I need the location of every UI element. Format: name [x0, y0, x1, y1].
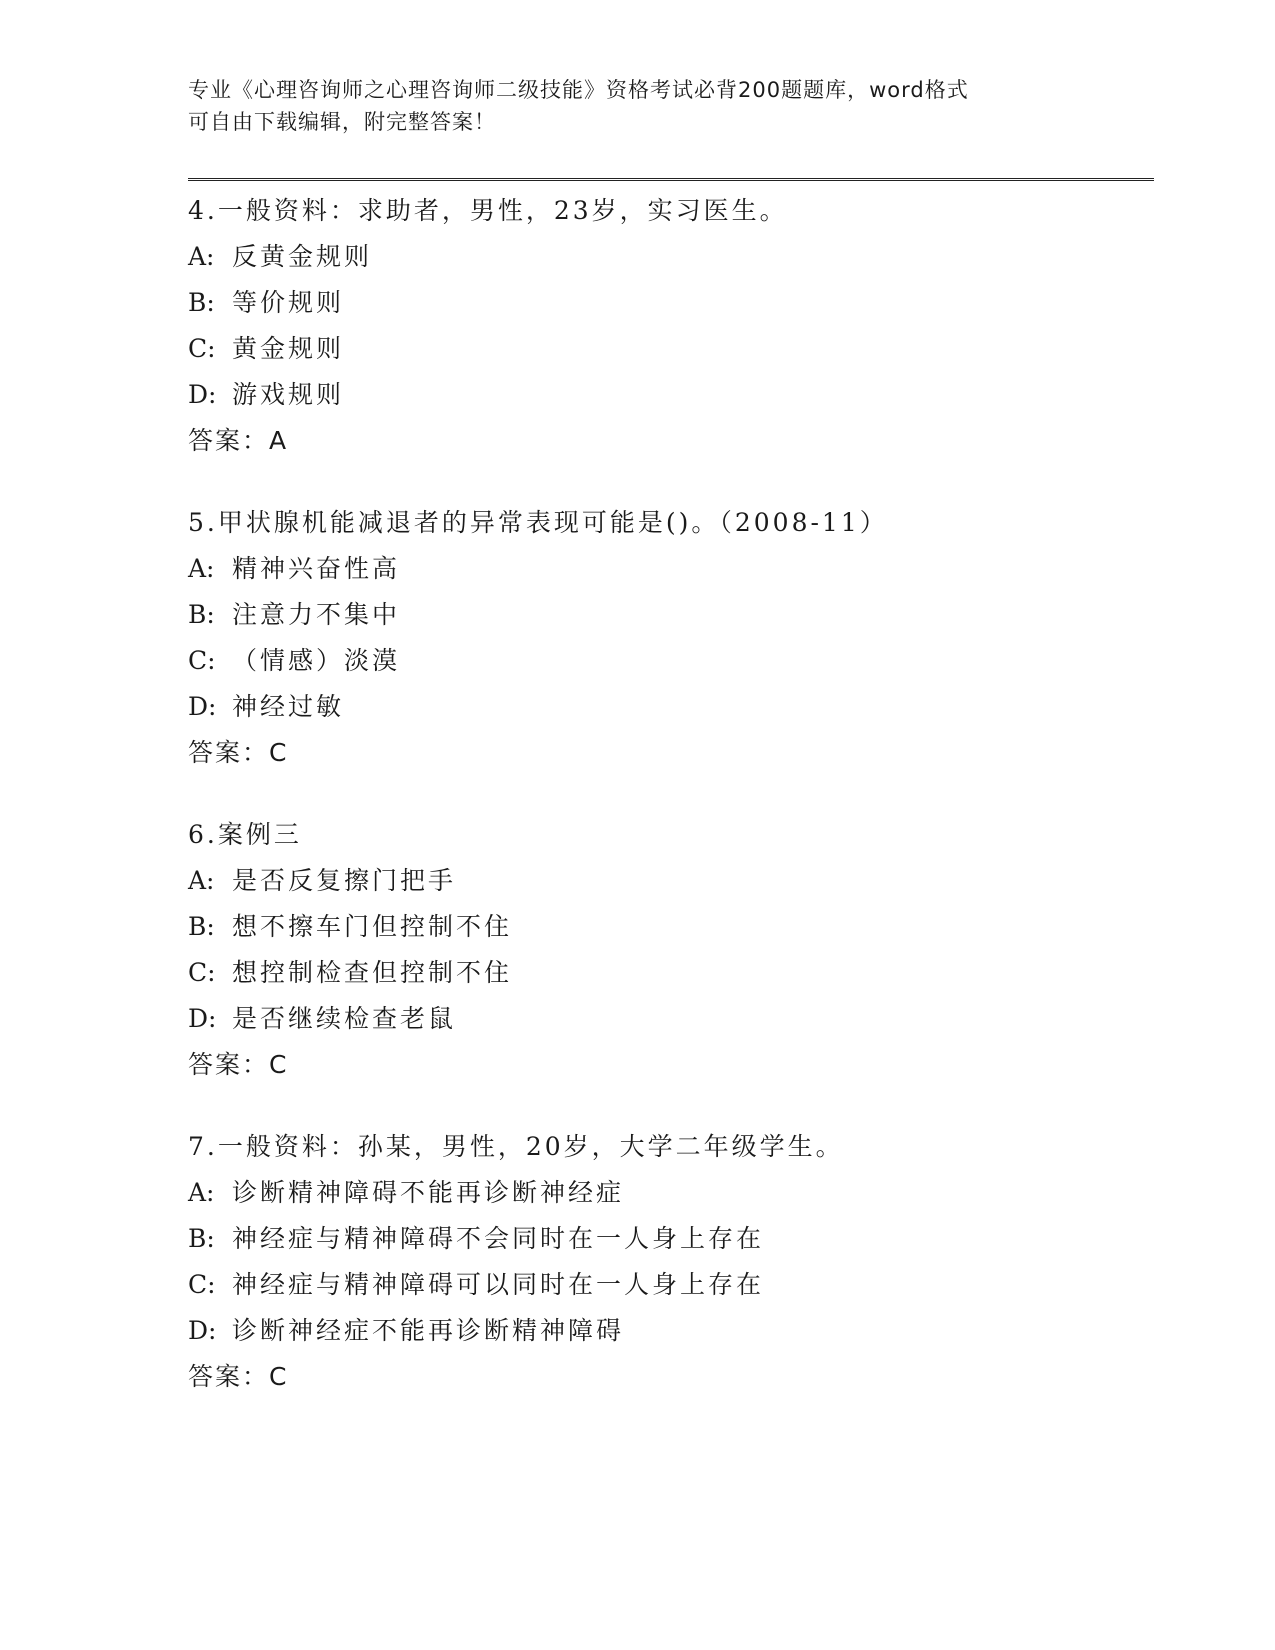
option-text: 想控制检查但控制不住 [232, 958, 513, 987]
question-6 [188, 812, 1154, 1088]
document-header [188, 74, 1088, 138]
question-list [188, 188, 1154, 1436]
option-text: 想不擦车门但控制不住 [232, 912, 513, 941]
question-5 [188, 500, 1154, 776]
option-text: 游戏规则 [232, 380, 345, 409]
option-letter: C: [188, 1270, 216, 1299]
option-text: 等价规则 [232, 288, 345, 317]
question-stem: 6.案例三 [188, 820, 302, 849]
option-letter: D: [188, 692, 217, 721]
option-text: 注意力不集中 [232, 600, 401, 629]
option-text: 是否反复擦门把手 [232, 866, 457, 895]
option-b [188, 904, 1154, 950]
option-letter: A: [188, 242, 215, 271]
option-d [188, 684, 1154, 730]
option-text: 黄金规则 [232, 334, 345, 363]
option-d [188, 1308, 1154, 1354]
question-stem: 7.一般资料：孙某，男性，20岁，大学二年级学生。 [188, 1132, 844, 1161]
answer: 答案：A [188, 426, 289, 455]
question-stem: 4.一般资料：求助者，男性，23岁，实习医生。 [188, 196, 788, 225]
option-letter: A: [188, 866, 215, 895]
option-text: 诊断神经症不能再诊断精神障碍 [232, 1316, 625, 1345]
option-text: （情感）淡漠 [232, 646, 401, 675]
option-text: 是否继续检查老鼠 [232, 1004, 457, 1033]
option-c [188, 1262, 1154, 1308]
option-letter: A: [188, 554, 215, 583]
option-letter: D: [188, 1316, 217, 1345]
option-letter: D: [188, 380, 217, 409]
option-text: 反黄金规则 [232, 242, 373, 271]
option-letter: A: [188, 1178, 215, 1207]
option-c [188, 326, 1154, 372]
option-text: 神经过敏 [232, 692, 345, 721]
option-letter: D: [188, 1004, 217, 1033]
option-b [188, 280, 1154, 326]
header-divider [188, 178, 1154, 181]
option-text: 精神兴奋性高 [232, 554, 401, 583]
header-line-1: 专业《心理咨询师之心理咨询师二级技能》资格考试必背200题题库，word格式 [188, 78, 969, 102]
option-letter: B: [188, 912, 215, 941]
answer: 答案：C [188, 738, 289, 767]
option-d [188, 996, 1154, 1042]
question-stem: 5.甲状腺机能减退者的异常表现可能是()。（2008-11） [188, 508, 888, 537]
option-letter: B: [188, 288, 215, 317]
answer: 答案：C [188, 1362, 289, 1391]
option-letter: B: [188, 1224, 215, 1253]
option-a [188, 234, 1154, 280]
option-b [188, 592, 1154, 638]
option-text: 神经症与精神障碍可以同时在一人身上存在 [232, 1270, 765, 1299]
option-letter: B: [188, 600, 215, 629]
option-letter: C: [188, 334, 216, 363]
option-c [188, 638, 1154, 684]
answer: 答案：C [188, 1050, 289, 1079]
option-text: 诊断精神障碍不能再诊断神经症 [232, 1178, 625, 1207]
option-a [188, 546, 1154, 592]
option-d [188, 372, 1154, 418]
option-letter: C: [188, 646, 216, 675]
question-7 [188, 1124, 1154, 1400]
option-a [188, 1170, 1154, 1216]
option-b [188, 1216, 1154, 1262]
header-line-2: 可自由下载编辑，附完整答案！ [188, 110, 496, 134]
option-a [188, 858, 1154, 904]
option-letter: C: [188, 958, 216, 987]
option-c [188, 950, 1154, 996]
option-text: 神经症与精神障碍不会同时在一人身上存在 [232, 1224, 765, 1253]
question-4 [188, 188, 1154, 464]
